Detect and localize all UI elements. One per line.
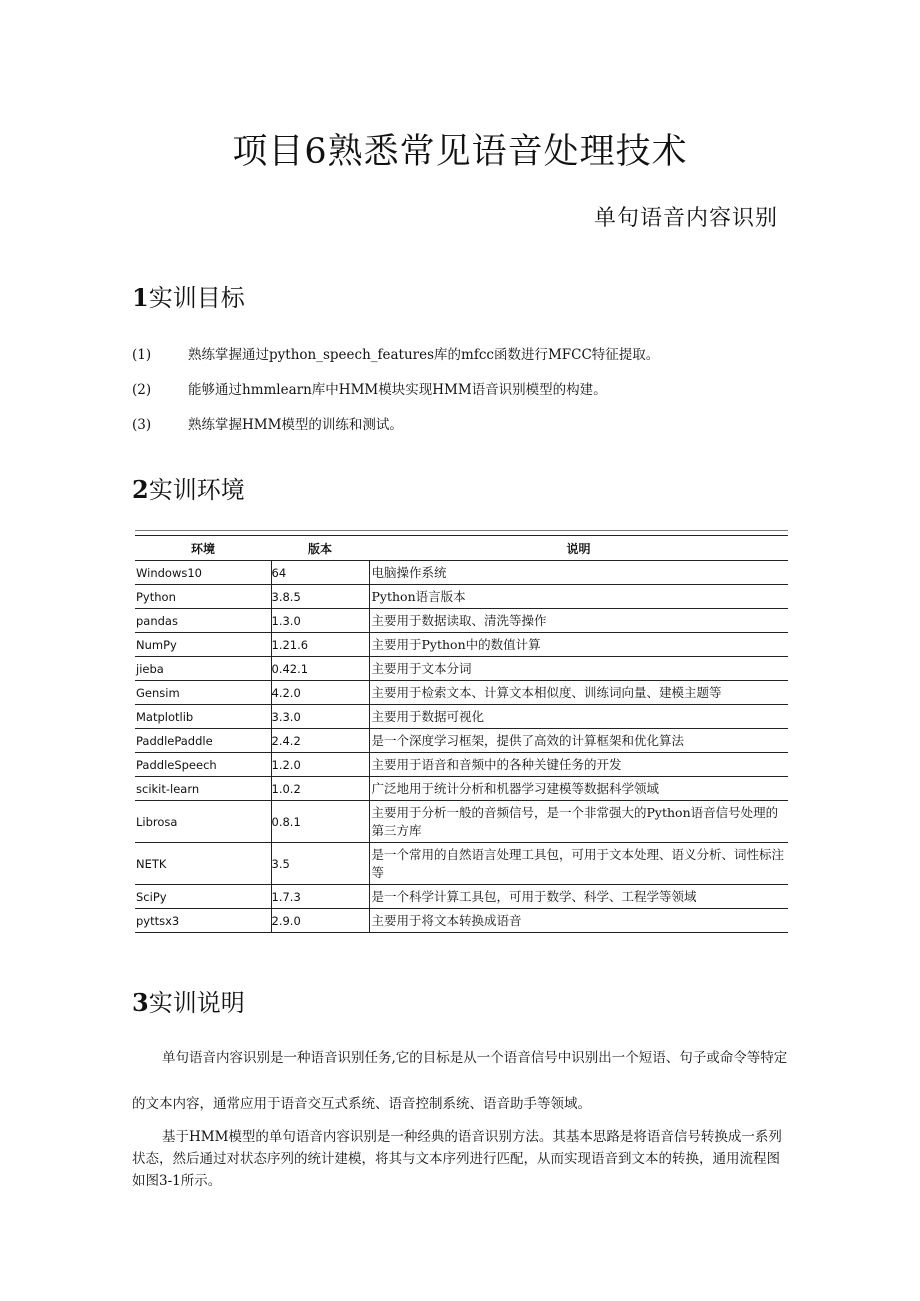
- table-row: [135, 633, 788, 657]
- table-row: [135, 609, 788, 633]
- section-number: 2: [132, 475, 149, 504]
- table-row: [135, 705, 788, 729]
- section-number: 1: [132, 283, 149, 312]
- cell-desc: 主要用于Python中的数值计算: [369, 633, 788, 657]
- table-row: [135, 753, 788, 777]
- cell-env: Gensim: [135, 681, 271, 705]
- cell-version: 64: [271, 561, 369, 585]
- page-title: 项目6熟悉常见语音处理技术: [232, 132, 688, 172]
- objective-number: (2): [132, 382, 152, 398]
- cell-desc: 主要用于语音和音频中的各种关键任务的开发: [369, 753, 788, 777]
- cell-version: 0.8.1: [271, 801, 369, 843]
- cell-env: PaddleSpeech: [135, 753, 271, 777]
- cell-version: 2.9.0: [271, 909, 369, 933]
- cell-env: scikit-learn: [135, 777, 271, 801]
- table-row: [135, 657, 788, 681]
- cell-version: 3.3.0: [271, 705, 369, 729]
- cell-version: 2.4.2: [271, 729, 369, 753]
- table-row: [135, 909, 788, 933]
- cell-desc: 主要用于检索文本、计算文本相似度、训练词向量、建模主题等: [369, 681, 788, 705]
- cell-env: Python: [135, 585, 271, 609]
- table-row: [135, 885, 788, 909]
- cell-env: Librosa: [135, 801, 271, 843]
- cell-env: jieba: [135, 657, 271, 681]
- cell-desc: 广泛地用于统计分析和机器学习建模等数据科学领域: [369, 777, 788, 801]
- cell-version: 1.21.6: [271, 633, 369, 657]
- table-header-row: [135, 536, 788, 561]
- table-row: [135, 681, 788, 705]
- objective-number: (3): [132, 417, 152, 433]
- cell-env: Windows10: [135, 561, 271, 585]
- environment-table: [135, 530, 788, 933]
- section-title: 实训目标: [148, 284, 245, 312]
- cell-desc: 主要用于分析一般的音频信号，是一个非常强大的Python语音信号处理的第三方库: [369, 801, 788, 843]
- cell-env: PaddlePaddle: [135, 729, 271, 753]
- section-title: 实训环境: [148, 476, 245, 504]
- cell-desc: 主要用于数据读取、清洗等操作: [369, 609, 788, 633]
- table-row: [135, 843, 788, 885]
- cell-desc: 是一个科学计算工具包，可用于数学、科学、工程学等领域: [369, 885, 788, 909]
- table-top-rule: [135, 530, 788, 531]
- section-number: 3: [132, 988, 149, 1017]
- table-row: [135, 729, 788, 753]
- page-subtitle: 单句语音内容识别: [593, 206, 778, 231]
- cell-version: 1.2.0: [271, 753, 369, 777]
- objective-text: 熟练掌握通过python_speech_features库的mfcc函数进行MFCC特征提取。: [188, 347, 660, 363]
- cell-env: NETK: [135, 843, 271, 885]
- objective-text: 能够通过hmmlearn库中HMM模块实现HMM语音识别模型的构建。: [188, 382, 607, 398]
- cell-version: 1.3.0: [271, 609, 369, 633]
- section-heading-objectives: [132, 281, 245, 315]
- cell-version: 3.5: [271, 843, 369, 885]
- cell-version: 1.7.3: [271, 885, 369, 909]
- objective-number: (1): [132, 347, 152, 363]
- section-heading-description: [132, 986, 245, 1020]
- cell-desc: 主要用于将文本转换成语音: [369, 909, 788, 933]
- column-header-env: 环境: [135, 536, 271, 561]
- objective-text: 熟练掌握HMM模型的训练和测试。: [188, 417, 403, 433]
- table-row: [135, 777, 788, 801]
- cell-desc: 是一个常用的自然语言处理工具包，可用于文本处理、语义分析、词性标注等: [369, 843, 788, 885]
- cell-env: SciPy: [135, 885, 271, 909]
- section-title: 实训说明: [148, 989, 245, 1017]
- table-row: [135, 801, 788, 843]
- cell-desc: 电脑操作系统: [369, 561, 788, 585]
- cell-env: pandas: [135, 609, 271, 633]
- cell-desc: 主要用于数据可视化: [369, 705, 788, 729]
- table-row: [135, 585, 788, 609]
- cell-env: Matplotlib: [135, 705, 271, 729]
- column-header-version: 版本: [271, 536, 369, 561]
- table-row: [135, 561, 788, 585]
- cell-version: 1.0.2: [271, 777, 369, 801]
- cell-env: NumPy: [135, 633, 271, 657]
- cell-desc: 是一个深度学习框架，提供了高效的计算框架和优化算法: [369, 729, 788, 753]
- cell-version: 0.42.1: [271, 657, 369, 681]
- body-paragraph: 单句语音内容识别是一种语音识别任务,它的目标是从一个语音信号中识别出一个短语、句子或命令等特定的文本内容，通常应用于语音交互式系统、语音控制系统、语音助手等领域。: [132, 1050, 788, 1112]
- cell-env: pyttsx3: [135, 909, 271, 933]
- cell-desc: 主要用于文本分词: [369, 657, 788, 681]
- section-heading-environment: [132, 473, 245, 507]
- cell-version: 3.8.5: [271, 585, 369, 609]
- body-paragraph: 基于HMM模型的单句语音内容识别是一种经典的语音识别方法。其基本思路是将语音信号转换成一系列状态，然后通过对状态序列的统计建模，将其与文本序列进行匹配，从而实现语音到文本的转换，通用流程图如图3-1所示。: [132, 1129, 782, 1189]
- cell-desc: Python语言版本: [369, 585, 788, 609]
- column-header-desc: 说明: [369, 536, 788, 561]
- cell-version: 4.2.0: [271, 681, 369, 705]
